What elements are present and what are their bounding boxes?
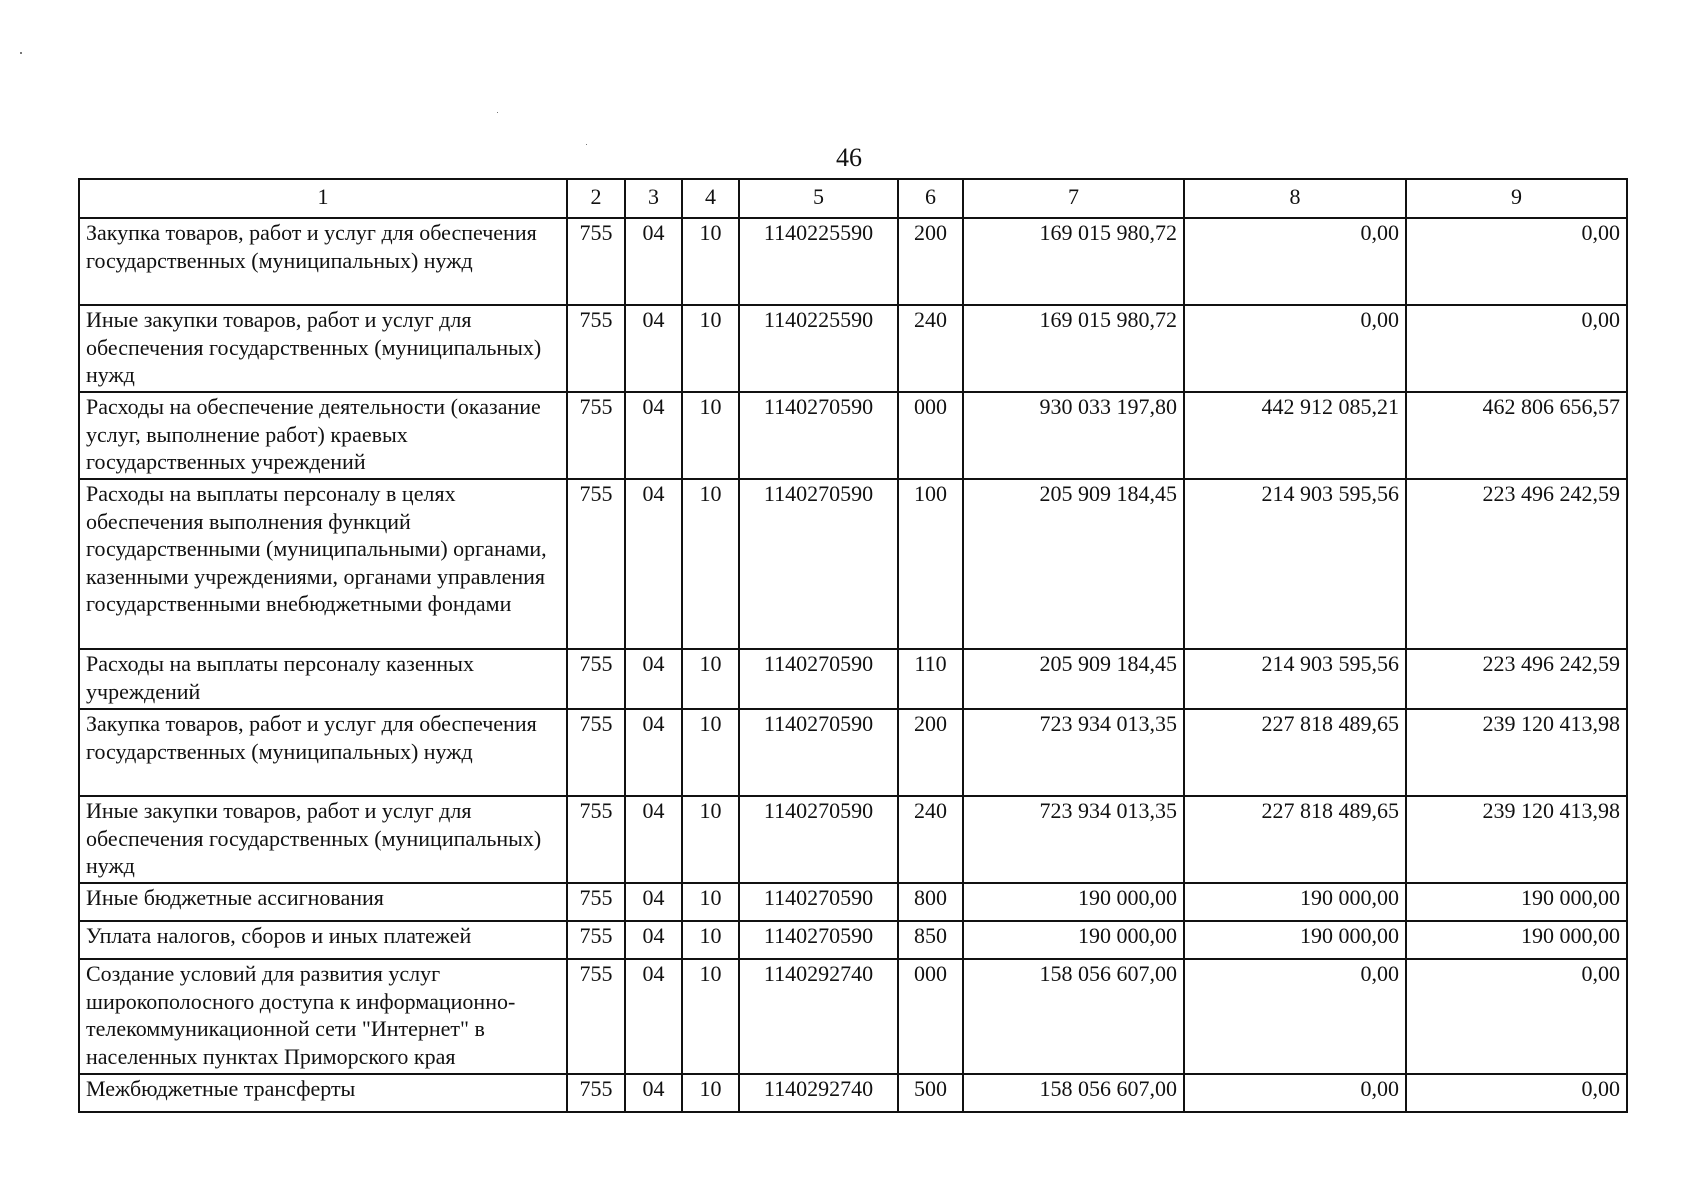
code-csr: 1140270590 <box>739 796 898 883</box>
amount-col9: 0,00 <box>1406 305 1627 392</box>
code-pr: 10 <box>682 883 739 921</box>
amount-col9: 223 496 242,59 <box>1406 649 1627 709</box>
header-cell: 3 <box>625 179 682 218</box>
code-gr: 755 <box>567 1074 625 1112</box>
code-vr: 850 <box>898 921 963 959</box>
code-rz: 04 <box>625 305 682 392</box>
amount-col8: 190 000,00 <box>1184 921 1406 959</box>
code-gr: 755 <box>567 796 625 883</box>
row-description: Иные бюджетные ассигнования <box>79 883 567 921</box>
code-rz: 04 <box>625 479 682 649</box>
code-vr: 000 <box>898 392 963 479</box>
code-csr: 1140292740 <box>739 1074 898 1112</box>
amount-col8: 214 903 595,56 <box>1184 479 1406 649</box>
code-csr: 1140270590 <box>739 649 898 709</box>
amount-col7: 930 033 197,80 <box>963 392 1184 479</box>
code-pr: 10 <box>682 1074 739 1112</box>
code-vr: 800 <box>898 883 963 921</box>
code-gr: 755 <box>567 709 625 796</box>
code-vr: 240 <box>898 796 963 883</box>
code-csr: 1140270590 <box>739 709 898 796</box>
budget-table <box>78 178 1628 1113</box>
table-row <box>79 649 1627 709</box>
amount-col7: 169 015 980,72 <box>963 218 1184 305</box>
header-row <box>79 179 1627 218</box>
code-csr: 1140292740 <box>739 959 898 1074</box>
code-rz: 04 <box>625 883 682 921</box>
amount-col8: 442 912 085,21 <box>1184 392 1406 479</box>
code-rz: 04 <box>625 709 682 796</box>
amount-col9: 462 806 656,57 <box>1406 392 1627 479</box>
code-rz: 04 <box>625 392 682 479</box>
amount-col7: 158 056 607,00 <box>963 1074 1184 1112</box>
table-row <box>79 218 1627 305</box>
code-vr: 110 <box>898 649 963 709</box>
table-row <box>79 1074 1627 1112</box>
row-description: Иные закупки товаров, работ и услуг для обеспечения государственных (муниципальных) нужд <box>79 796 567 883</box>
code-gr: 755 <box>567 959 625 1074</box>
code-gr: 755 <box>567 649 625 709</box>
code-vr: 500 <box>898 1074 963 1112</box>
amount-col7: 169 015 980,72 <box>963 305 1184 392</box>
row-description: Создание условий для развития услуг широкополосного доступа к информационно-телекоммуникационной сети "Интернет" в населенных пунктах Приморского края <box>79 959 567 1074</box>
code-gr: 755 <box>567 921 625 959</box>
code-csr: 1140225590 <box>739 218 898 305</box>
amount-col7: 190 000,00 <box>963 921 1184 959</box>
code-pr: 10 <box>682 709 739 796</box>
code-pr: 10 <box>682 305 739 392</box>
amount-col7: 723 934 013,35 <box>963 709 1184 796</box>
table-row <box>79 709 1627 796</box>
row-description: Расходы на выплаты персоналу в целях обеспечения выполнения функций государственными (муниципальными) органами, казенными учреждениями, органами управления государственными внебюджетными фондами <box>79 479 567 649</box>
code-vr: 200 <box>898 218 963 305</box>
amount-col9: 190 000,00 <box>1406 921 1627 959</box>
scan-speck <box>20 52 22 54</box>
row-description: Уплата налогов, сборов и иных платежей <box>79 921 567 959</box>
code-pr: 10 <box>682 959 739 1074</box>
code-vr: 000 <box>898 959 963 1074</box>
row-description: Иные закупки товаров, работ и услуг для обеспечения государственных (муниципальных) нужд <box>79 305 567 392</box>
code-gr: 755 <box>567 392 625 479</box>
scan-speck <box>497 112 498 113</box>
amount-col7: 723 934 013,35 <box>963 796 1184 883</box>
code-rz: 04 <box>625 959 682 1074</box>
code-csr: 1140270590 <box>739 921 898 959</box>
code-vr: 200 <box>898 709 963 796</box>
amount-col8: 0,00 <box>1184 218 1406 305</box>
amount-col9: 223 496 242,59 <box>1406 479 1627 649</box>
header-cell: 6 <box>898 179 963 218</box>
header-cell: 2 <box>567 179 625 218</box>
table-row <box>79 796 1627 883</box>
code-pr: 10 <box>682 921 739 959</box>
table-row <box>79 392 1627 479</box>
code-pr: 10 <box>682 796 739 883</box>
code-csr: 1140225590 <box>739 305 898 392</box>
row-description: Межбюджетные трансферты <box>79 1074 567 1112</box>
code-pr: 10 <box>682 218 739 305</box>
code-gr: 755 <box>567 305 625 392</box>
amount-col9: 0,00 <box>1406 1074 1627 1112</box>
code-pr: 10 <box>682 479 739 649</box>
amount-col9: 239 120 413,98 <box>1406 796 1627 883</box>
amount-col8: 190 000,00 <box>1184 883 1406 921</box>
row-description: Закупка товаров, работ и услуг для обеспечения государственных (муниципальных) нужд <box>79 709 567 796</box>
table-row <box>79 305 1627 392</box>
header-cell: 7 <box>963 179 1184 218</box>
amount-col8: 227 818 489,65 <box>1184 709 1406 796</box>
amount-col8: 214 903 595,56 <box>1184 649 1406 709</box>
amount-col9: 0,00 <box>1406 218 1627 305</box>
amount-col8: 0,00 <box>1184 305 1406 392</box>
amount-col8: 227 818 489,65 <box>1184 796 1406 883</box>
amount-col7: 205 909 184,45 <box>963 479 1184 649</box>
code-vr: 100 <box>898 479 963 649</box>
table-row <box>79 959 1627 1074</box>
code-rz: 04 <box>625 796 682 883</box>
row-description: Расходы на выплаты персоналу казенных учреждений <box>79 649 567 709</box>
row-description: Закупка товаров, работ и услуг для обеспечения государственных (муниципальных) нужд <box>79 218 567 305</box>
header-cell: 4 <box>682 179 739 218</box>
header-cell: 1 <box>79 179 567 218</box>
table-row <box>79 883 1627 921</box>
header-cell: 9 <box>1406 179 1627 218</box>
table-row <box>79 479 1627 649</box>
amount-col7: 190 000,00 <box>963 883 1184 921</box>
amount-col9: 0,00 <box>1406 959 1627 1074</box>
code-csr: 1140270590 <box>739 392 898 479</box>
code-rz: 04 <box>625 649 682 709</box>
amount-col7: 205 909 184,45 <box>963 649 1184 709</box>
code-gr: 755 <box>567 218 625 305</box>
amount-col9: 239 120 413,98 <box>1406 709 1627 796</box>
amount-col8: 0,00 <box>1184 1074 1406 1112</box>
page-number: 46 <box>836 143 862 172</box>
code-pr: 10 <box>682 649 739 709</box>
header-cell: 8 <box>1184 179 1406 218</box>
code-vr: 240 <box>898 305 963 392</box>
code-rz: 04 <box>625 218 682 305</box>
code-csr: 1140270590 <box>739 479 898 649</box>
table-row <box>79 921 1627 959</box>
code-rz: 04 <box>625 1074 682 1112</box>
code-gr: 755 <box>567 883 625 921</box>
code-csr: 1140270590 <box>739 883 898 921</box>
code-gr: 755 <box>567 479 625 649</box>
amount-col8: 0,00 <box>1184 959 1406 1074</box>
code-pr: 10 <box>682 392 739 479</box>
amount-col9: 190 000,00 <box>1406 883 1627 921</box>
amount-col7: 158 056 607,00 <box>963 959 1184 1074</box>
row-description: Расходы на обеспечение деятельности (оказание услуг, выполнение работ) краевых государственных учреждений <box>79 392 567 479</box>
header-cell: 5 <box>739 179 898 218</box>
code-rz: 04 <box>625 921 682 959</box>
